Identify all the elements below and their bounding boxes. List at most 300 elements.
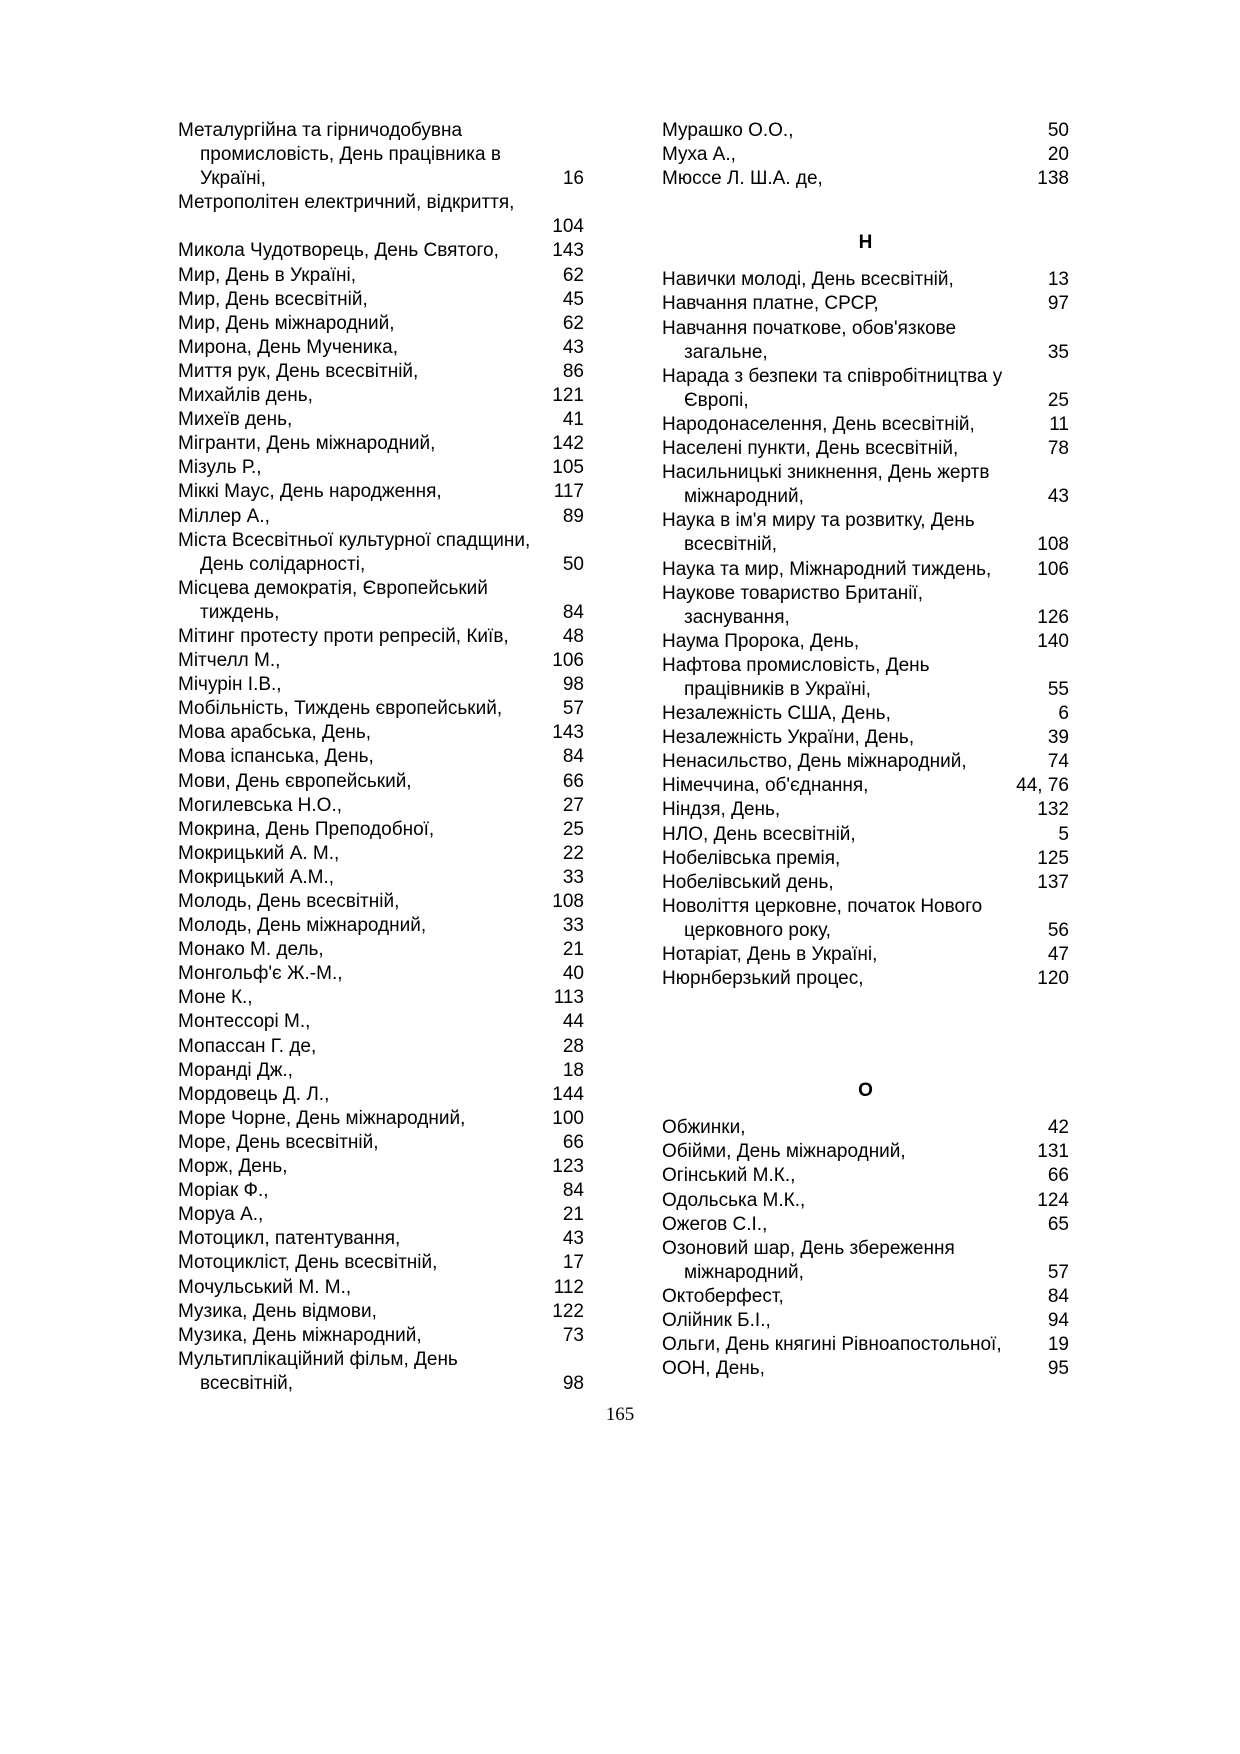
index-entry-term	[178, 721, 584, 745]
index-entry-text: Наука та мир, Міжнародний тиждень,	[662, 558, 992, 580]
index-entry-text: Нафтова промисловість, День	[662, 654, 930, 676]
index-entry-text: Мордовець Д. Л.,	[178, 1083, 330, 1105]
index-entry-text: Олійник Б.І.,	[662, 1310, 771, 1332]
index-page-ref: 108	[1037, 534, 1069, 556]
index-entry	[178, 986, 584, 1010]
index-entry-term-continued	[178, 1372, 584, 1396]
index-entry-text: Ольги, День княгині Рівноапостольної,	[662, 1334, 1002, 1356]
index-page-ref: 100	[552, 1107, 584, 1129]
index-page-ref: 11	[1049, 413, 1069, 435]
index-entry-text: Мічурін І.В.,	[178, 674, 282, 696]
index-page-ref: 97	[1047, 293, 1069, 315]
index-entry-term	[662, 292, 1069, 316]
index-entry	[662, 1309, 1069, 1333]
index-entry	[178, 1155, 584, 1179]
index-entry-text: Наука в ім'я миру та розвитку, День	[662, 510, 975, 532]
index-entry-text: Мова арабська, День,	[178, 722, 372, 744]
index-entry-term	[662, 582, 1069, 606]
index-page-ref: 42	[1047, 1117, 1069, 1139]
index-page-ref: 62	[562, 312, 584, 334]
index-page-ref: 106	[552, 650, 584, 672]
index-entry	[178, 914, 584, 938]
index-entry-term	[178, 770, 584, 794]
index-entry	[662, 365, 1069, 413]
index-entry-term-continued	[662, 1261, 1069, 1285]
index-entry	[178, 1203, 584, 1227]
index-page-ref: 62	[562, 264, 584, 286]
index-entry-text: Мізуль Р.,	[178, 457, 262, 479]
index-entry-text: Міллер А.,	[178, 505, 270, 527]
index-entry-text: Мурашко О.О.,	[662, 120, 794, 141]
index-entry-text: всесвітній,	[200, 1372, 294, 1394]
index-entry	[662, 1116, 1069, 1140]
index-page-ref: 122	[552, 1300, 584, 1322]
index-entry-term	[178, 239, 584, 263]
index-entry-text: Німеччина, об'єднання,	[662, 775, 869, 797]
index-entry-term-continued	[178, 601, 584, 625]
index-entry-text: Музика, День міжнародний,	[178, 1324, 422, 1346]
index-entry	[662, 895, 1069, 943]
index-entry	[178, 505, 584, 529]
index-entry	[178, 1300, 584, 1324]
index-entry	[662, 1164, 1069, 1188]
index-entry	[178, 1010, 584, 1034]
index-page-ref: 25	[562, 818, 584, 840]
index-page-ref: 22	[562, 842, 584, 864]
index-page-ref: 55	[1047, 678, 1069, 700]
index-entry-text: Обжинки,	[662, 1117, 746, 1139]
index-page-ref: 73	[562, 1324, 584, 1346]
index-entry-term	[662, 143, 1069, 167]
index-column-right	[662, 119, 1069, 1381]
index-entry-term	[662, 654, 1069, 678]
index-page-ref: 27	[562, 794, 584, 816]
index-page-ref: 84	[562, 601, 584, 623]
index-entry-term	[662, 943, 1069, 967]
index-entry-term	[662, 1189, 1069, 1213]
index-entry-term	[662, 726, 1069, 750]
index-entry	[662, 823, 1069, 847]
index-page-ref: 66	[562, 770, 584, 792]
index-entry-text: заснування,	[684, 606, 790, 628]
index-entry	[178, 264, 584, 288]
index-entry-term	[662, 317, 1069, 341]
index-page-ref: 94	[1047, 1310, 1069, 1332]
index-entry	[178, 962, 584, 986]
index-entry-text: Мюссе Л. Ш.А. де,	[662, 168, 823, 190]
index-entry-term	[178, 119, 584, 143]
index-entry-term	[178, 408, 584, 432]
index-page-ref: 16	[562, 168, 584, 190]
index-entry-text: Михайлів день,	[178, 385, 313, 407]
index-entry-term	[662, 774, 1069, 798]
index-page-ref: 44	[562, 1011, 584, 1033]
index-entry-term	[178, 505, 584, 529]
index-entry	[178, 408, 584, 432]
index-entry-text: Мирона, День Мученика,	[178, 336, 398, 358]
index-entry-term	[178, 649, 584, 673]
index-page-ref: 40	[562, 963, 584, 985]
index-entry	[178, 1227, 584, 1251]
index-entry-text: промисловість, День працівника в	[200, 144, 501, 166]
index-entry-text: Мир, День всесвітній,	[178, 288, 368, 310]
page-number: 165	[605, 1404, 635, 1425]
index-page-ref: 39	[1047, 727, 1069, 749]
index-entry-text: Мокрицький А. М.,	[178, 842, 340, 864]
index-entry-text: Європі,	[684, 389, 749, 411]
index-entry	[178, 288, 584, 312]
index-page-ref: 143	[552, 722, 584, 744]
index-entry-text: Мокрицький А.М.,	[178, 866, 335, 888]
index-entry-text: Огінський М.К.,	[662, 1165, 796, 1187]
index-entry-text: Моне К.,	[178, 987, 253, 1009]
index-entry-text: Моруа А.,	[178, 1204, 264, 1226]
index-page-ref: 86	[562, 360, 584, 382]
index-entry-term	[178, 673, 584, 697]
index-entry-text: День солідарності,	[200, 553, 366, 575]
index-entry-term	[178, 456, 584, 480]
index-entry-term	[178, 1107, 584, 1131]
index-page-ref: 124	[1037, 1189, 1069, 1211]
index-entry	[178, 336, 584, 360]
index-entry-text: Михеїв день,	[178, 409, 293, 431]
index-entry-term	[178, 1155, 584, 1179]
index-page-ref: 78	[1047, 438, 1069, 460]
index-entry	[178, 649, 584, 673]
index-page-ref: 21	[562, 1204, 584, 1226]
index-entry-term	[178, 360, 584, 384]
index-page-ref: 50	[1047, 120, 1069, 141]
index-entry-term	[178, 986, 584, 1010]
heading-spacer	[662, 1103, 1069, 1116]
index-page-ref: 41	[562, 409, 584, 431]
index-entry	[178, 673, 584, 697]
index-entry-term	[178, 938, 584, 962]
index-entry-term	[178, 1059, 584, 1083]
index-entry	[178, 625, 584, 649]
index-entry	[178, 384, 584, 408]
index-entry-text: Моранді Дж.,	[178, 1059, 293, 1081]
index-entry-text: Міста Всесвітньої культурної спадщини,	[178, 529, 531, 551]
index-entry	[178, 890, 584, 914]
letter-heading: О	[858, 1080, 873, 1102]
index-entry-text: Мочульський М. М.,	[178, 1276, 352, 1298]
index-entry	[662, 750, 1069, 774]
index-entry-text: церковного року,	[684, 919, 831, 941]
index-entry-text: міжнародний,	[684, 1261, 804, 1283]
index-entry-page-line	[178, 215, 584, 239]
index-entry-term	[662, 823, 1069, 847]
index-entry-text: Народонаселення, День всесвітній,	[662, 413, 975, 435]
index-page-ref: 66	[1047, 1165, 1069, 1187]
index-entry-term	[662, 167, 1069, 191]
index-entry-text: загальне,	[684, 341, 768, 363]
index-page-ref: 140	[1037, 630, 1069, 652]
index-entry-term	[178, 1010, 584, 1034]
index-entry-text: Населені пункти, День всесвітній,	[662, 438, 959, 460]
index-entry-term	[178, 1035, 584, 1059]
index-entry-text: Металургійна та гірничодобувна	[178, 120, 463, 141]
index-entry-text: Насильницькі зникнення, День жертв	[662, 462, 990, 484]
index-entry	[662, 437, 1069, 461]
index-entry	[662, 702, 1069, 726]
index-entry-term-continued	[662, 485, 1069, 509]
index-page-ref: 47	[1047, 944, 1069, 965]
letter-heading: Н	[858, 232, 873, 254]
index-entry-term	[178, 1227, 584, 1251]
index-entry	[178, 697, 584, 721]
index-entry	[178, 1324, 584, 1348]
index-page-ref: 33	[562, 915, 584, 937]
index-entry-text: Мови, День європейський,	[178, 770, 412, 792]
index-entry	[178, 866, 584, 890]
index-entry-text: Мотоцикл, патентування,	[178, 1228, 401, 1250]
index-entry-text: Мир, День міжнародний,	[178, 312, 395, 334]
index-entry-term-continued	[662, 533, 1069, 557]
index-entry-text: працівників в Україні,	[684, 678, 871, 700]
index-entry-text: Молодь, День всесвітній,	[178, 891, 400, 912]
index-entry-text: Мова іспанська, День,	[178, 746, 374, 768]
index-page-ref: 113	[553, 987, 584, 1009]
index-entry-text: Одольська М.К.,	[662, 1189, 806, 1211]
index-page-ref: 84	[562, 746, 584, 768]
index-entry-term	[178, 1276, 584, 1300]
index-entry	[178, 770, 584, 794]
index-page-ref: 43	[562, 1228, 584, 1250]
index-page-ref: 19	[1047, 1334, 1069, 1356]
index-page-ref: 125	[1037, 847, 1069, 869]
index-entry-term	[178, 1348, 584, 1372]
index-entry	[178, 1083, 584, 1107]
index-entry	[662, 582, 1069, 630]
index-page-ref: 142	[552, 433, 584, 455]
index-entry-text: Мітинг протесту проти репресій, Київ,	[178, 625, 509, 647]
index-entry	[662, 509, 1069, 557]
index-entry	[662, 413, 1069, 437]
index-page-ref: 65	[1047, 1213, 1069, 1235]
index-entry-term	[178, 191, 584, 215]
index-entry-term	[178, 697, 584, 721]
index-entry-text: Мокрина, День Преподобної,	[178, 818, 435, 840]
index-page-ref: 98	[562, 1372, 584, 1394]
index-entry-term	[178, 1179, 584, 1203]
index-entry	[662, 167, 1069, 191]
index-entry-term	[662, 1309, 1069, 1333]
index-page-ref: 48	[562, 625, 584, 647]
index-entry-term	[662, 1213, 1069, 1237]
index-page-ref: 21	[562, 939, 584, 961]
index-entry-term	[178, 384, 584, 408]
index-entry-text: Море, День всесвітній,	[178, 1131, 379, 1153]
index-page-ref: 6	[1058, 703, 1069, 725]
index-entry-text: Нюрнберзький процес,	[662, 968, 864, 990]
index-entry-text: Молодь, День міжнародний,	[178, 915, 427, 937]
index-entry-term	[178, 480, 584, 504]
index-entry	[178, 1035, 584, 1059]
index-page-ref: 25	[1047, 389, 1069, 411]
index-page-ref: 33	[562, 866, 584, 888]
index-entry	[178, 1251, 584, 1275]
index-entry-term	[662, 1140, 1069, 1164]
index-entry	[178, 529, 584, 577]
index-entry-term	[178, 432, 584, 456]
index-page-ref: 132	[1037, 799, 1069, 821]
index-page-ref: 123	[552, 1156, 584, 1178]
index-page-ref: 13	[1047, 269, 1069, 291]
index-entry-term	[178, 625, 584, 649]
index-entry-text: тиждень,	[200, 601, 280, 623]
index-entry-text: Нотаріат, День в Україні,	[662, 944, 878, 965]
index-entry-text: Октоберфест,	[662, 1285, 784, 1307]
index-entry	[662, 461, 1069, 509]
index-entry-text: Озоновий шар, День збереження	[662, 1237, 955, 1259]
index-entry	[662, 1285, 1069, 1309]
index-entry-text: Монако М. дель,	[178, 939, 324, 961]
index-entry-text: ООН, День,	[662, 1358, 765, 1380]
index-entry-term	[178, 288, 584, 312]
index-entry-term-continued	[662, 606, 1069, 630]
index-entry	[178, 818, 584, 842]
index-entry	[662, 143, 1069, 167]
index-page-ref: 35	[1047, 341, 1069, 363]
index-entry	[178, 456, 584, 480]
index-entry	[662, 1189, 1069, 1213]
index-entry	[178, 745, 584, 769]
index-entry-term	[178, 842, 584, 866]
index-entry-text: міжнародний,	[684, 486, 804, 508]
index-entry	[662, 1140, 1069, 1164]
index-entry	[662, 1357, 1069, 1381]
index-entry	[178, 1107, 584, 1131]
index-page-ref: 45	[562, 288, 584, 310]
index-entry-text: Мітчелл М.,	[178, 650, 281, 672]
index-entry-term	[662, 437, 1069, 461]
index-page-ref: 89	[562, 505, 584, 527]
index-entry-text: Микола Чудотворець, День Святого,	[178, 240, 499, 262]
index-page-ref: 95	[1047, 1358, 1069, 1380]
index-entry-term	[662, 268, 1069, 292]
index-entry-term	[662, 871, 1069, 895]
index-page-ref: 137	[1037, 871, 1069, 893]
index-entry-text: Новоліття церковне, початок Нового	[662, 895, 983, 917]
index-entry-term	[178, 312, 584, 336]
index-entry-text: Міккі Маус, День народження,	[178, 481, 442, 503]
index-page-ref: 117	[553, 481, 584, 503]
index-entry-text: Моріак Ф.,	[178, 1180, 269, 1202]
index-entry-text: Монтессорі М.,	[178, 1011, 311, 1033]
index-entry-text: Мотоцикліст, День всесвітній,	[178, 1252, 438, 1274]
index-entry	[662, 943, 1069, 967]
index-entry-term-continued	[662, 341, 1069, 365]
index-entry	[662, 774, 1069, 798]
index-entry	[662, 630, 1069, 654]
index-entry	[178, 1179, 584, 1203]
index-page-ref: 143	[552, 240, 584, 262]
index-entry-text: НЛО, День всесвітній,	[662, 823, 856, 845]
index-entry-term	[178, 818, 584, 842]
index-entry-text: Ніндзя, День,	[662, 799, 781, 821]
index-entry-term	[178, 529, 584, 553]
index-entry-term	[662, 461, 1069, 485]
index-page-ref: 104	[552, 216, 584, 238]
index-entry-term	[662, 702, 1069, 726]
index-entry-text: Морж, День,	[178, 1156, 288, 1178]
index-entry	[662, 726, 1069, 750]
index-entry-text: Море Чорне, День міжнародний,	[178, 1107, 466, 1129]
index-entry-term	[662, 413, 1069, 437]
index-entry-term	[178, 577, 584, 601]
index-entry-term-continued	[178, 143, 584, 167]
index-entry	[178, 480, 584, 504]
index-entry-term	[662, 895, 1069, 919]
index-page-ref: 57	[562, 698, 584, 720]
index-entry	[662, 558, 1069, 582]
index-entry-text: Метрополітен електричний, відкриття,	[178, 192, 515, 214]
index-entry-term	[178, 745, 584, 769]
index-entry-term	[178, 1131, 584, 1155]
index-entry-term	[662, 630, 1069, 654]
index-entry	[178, 1059, 584, 1083]
index-entry-text: Мультиплікаційний фільм, День	[178, 1348, 458, 1370]
index-entry-term-continued	[178, 553, 584, 577]
index-entry	[178, 119, 584, 191]
index-page-ref: 66	[562, 1131, 584, 1153]
index-entry	[178, 1276, 584, 1300]
index-entry	[662, 1213, 1069, 1237]
index-page-ref: 84	[562, 1180, 584, 1202]
index-entry-term	[662, 509, 1069, 533]
index-entry-term	[662, 365, 1069, 389]
index-entry-text: Музика, День відмови,	[178, 1300, 377, 1322]
index-entry-text: Місцева демократія, Європейський	[178, 577, 488, 599]
index-entry	[178, 191, 584, 239]
index-entry	[662, 1333, 1069, 1357]
index-entry-text: Миття рук, День всесвітній,	[178, 360, 419, 382]
index-entry	[178, 432, 584, 456]
index-entry	[178, 239, 584, 263]
index-entry-text: Могилевська Н.О.,	[178, 794, 342, 816]
index-entry	[662, 654, 1069, 702]
index-entry-text: Мир, День в Україні,	[178, 264, 356, 286]
section-spacer	[662, 191, 1069, 231]
index-entry-text: Наума Пророка, День,	[662, 630, 860, 652]
index-page-ref: 108	[552, 891, 584, 912]
index-entry-term-continued	[178, 167, 584, 191]
index-entry	[662, 317, 1069, 365]
index-page-ref: 56	[1047, 919, 1069, 941]
index-entry	[662, 119, 1069, 143]
index-entry-text: Мопассан Г. де,	[178, 1035, 317, 1057]
index-page-ref: 43	[1047, 486, 1069, 508]
index-page-ref: 84	[1047, 1285, 1069, 1307]
index-entry	[178, 312, 584, 336]
index-entry-text: Незалежність США, День,	[662, 703, 891, 725]
index-entry	[662, 871, 1069, 895]
index-page-ref: 126	[1037, 606, 1069, 628]
index-page-ref: 105	[552, 457, 584, 479]
index-entry-text: всесвітній,	[684, 534, 778, 556]
index-entry-text: Монгольф'є Ж.-М.,	[178, 963, 343, 985]
index-entry-term	[178, 264, 584, 288]
index-entry-text: Нобелівська премія,	[662, 847, 841, 869]
index-entry	[662, 798, 1069, 822]
index-entry-text: Муха А.,	[662, 144, 736, 166]
index-entry-term-continued	[662, 389, 1069, 413]
index-page-ref: 120	[1037, 968, 1069, 990]
index-entry-term	[662, 1285, 1069, 1309]
index-entry-term	[662, 798, 1069, 822]
index-entry-term	[662, 119, 1069, 143]
